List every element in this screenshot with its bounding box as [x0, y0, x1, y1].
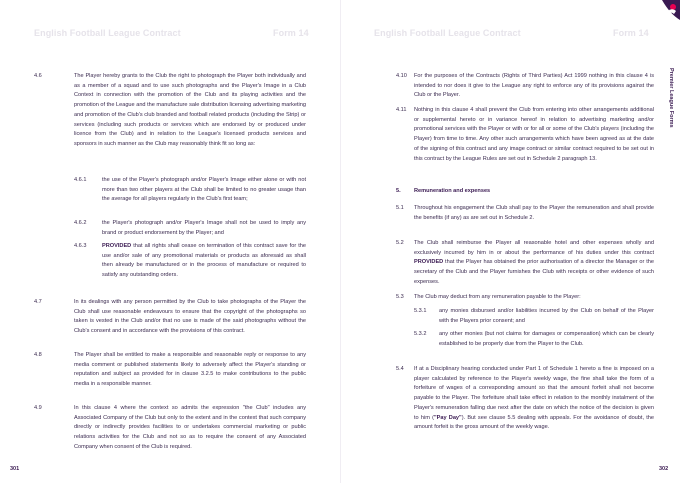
clause-number: 5.3: [396, 294, 404, 300]
clause-text-end: that the Player has obtained the prior authorisation of a director the Manager or the secretary of the Club and the Player furnishes the Club with receipts or other evidence of such expenses.: [414, 259, 654, 285]
left-running-title: English Football League Contract: [34, 28, 181, 38]
right-page: [340, 0, 680, 483]
subclause-number: 5.3.2: [414, 331, 427, 337]
clause-number: 5.4: [396, 366, 404, 372]
clause-text: The Club may deduct from any remuneration payable to the Player:: [414, 294, 581, 300]
clause-number: 5.1: [396, 205, 404, 211]
clause-text: The Player hereby grants to the Club the right to photograph the Player both individually and as a member of a squad and to use such photographs and the Player's Image in a Club Context in connection with the promotion of the Club and its playing activities and the promotion of the League and the manufacture sale distribution licensing advertising marketing and promotion of the Club's club branded and football related products (including the Strip) or services (including such products or services which are endorsed by or produced under licence from the Club) and in relation to the League's licensed products services and sponsors in such manner as the Club may reasonably think fit so long as:: [74, 73, 306, 147]
subclause-text: the Player's photograph and/or Player's Image shall not be used to imply any brand or product endorsement by the Player; and: [102, 220, 306, 236]
premier-league-logo: [654, 0, 680, 26]
subclause-text: the use of the Player's photograph and/or Player's Image either alone or with not more than two other players at the Club shall be limited to no greater usage than the average for all players regularly in the Club's first team;: [102, 177, 306, 203]
clause-text-end: ). But see clause 5.5 dealing with appeals. For the avoidance of doubt, the amount forfeit is the gross amount of the weekly wage.: [414, 414, 655, 431]
clause-text: Throughout his engagement the Club shall pay to the Player the remuneration and shall provide the benefits (if any) as are set out in Schedule 2.: [414, 205, 654, 221]
clause-number: 4.11: [396, 107, 407, 113]
subclause-text: any other monies (but not claims for damages or compensation) which can be clearly established to be properly due from the Player to the Club.: [439, 331, 654, 347]
clause-text-start: If at a Disciplinary hearing conducted under Part 1 of Schedule 1 hereto a fine is imposed on a player calculated by reference to the Player's weekly wage, the fine shall take the form of a forfeiture of wages of a corresponding amount so that the amount forfeit shall not become payable to the Player. The forfeiture shall take effect in relation to the monthly instalment of the Player's remuneration falling due next after the date on which the notice of the decision is given to him (: [414, 366, 654, 421]
subclause-text: any monies disbursed and/or liabilities incurred by the Club on behalf of the Player with the Players prior consent; and: [439, 308, 654, 324]
clause-number: 4.8: [34, 352, 42, 358]
pay-day-term: "Pay Day": [433, 414, 462, 421]
clause-number: 5.2: [396, 240, 404, 246]
clause-text: Nothing in this clause 4 shall prevent the Club from entering into other arrangements additional or supplemental hereto or in variance hereof in relation to advertising marketing and/or promotional services with the Player or with or for all or some of the Club's players (including the Player) from time to time. Any other such arrangements which have been agreed as at the date of the signing of this contract and any image contract or similar contract required to be set out in this contract by the League Rules are set out in Schedule 2 paragraph 13.: [414, 107, 654, 162]
left-page-number: 301: [10, 466, 20, 472]
side-section-title: Premier League Forms: [668, 68, 674, 128]
clause-number: 4.9: [34, 405, 42, 411]
section-number: 5.: [396, 188, 401, 194]
provided-keyword: PROVIDED: [414, 259, 444, 266]
subclause-text: [102, 242, 306, 281]
right-running-title: English Football League Contract: [374, 28, 521, 38]
clause-text-start: The Club shall reimburse the Player all reasonable hotel and other expenses wholly and exclusively incurred by him in or about the performance of his duties under this contract: [414, 240, 654, 256]
provided-keyword: PROVIDED: [102, 243, 132, 249]
subclause-number: 5.3.1: [414, 308, 427, 314]
clause-text: In this clause 4 where the context so admits the expression "the Club" includes any Associated Company of the Club but only to the extent and in the context that such company directly or indirectly provides facilities to or undertakes commercial marketing or public relations activities for the Club and not so as to require the consent of any Associated Company when consent of the Club is required.: [74, 405, 306, 450]
subclause-text-rest: that all rights shall cease on termination of this contract save for the use and/or sale of any promotional materials or products as aforesaid as shall then already be manufactured or in the process of manufacture or required to satisfy any outstanding orders.: [102, 243, 306, 279]
section-heading: Remuneration and expenses: [414, 188, 491, 194]
clause-text: [414, 239, 654, 288]
clause-text: [414, 365, 654, 433]
clause-number: 4.7: [34, 299, 42, 305]
subclause-number: 4.6.3: [74, 243, 87, 249]
clause-text: In its dealings with any person permitted by the Club to take photographs of the Player the Club shall use reasonable endeavours to ensure that the copyright of the photographs so taken is vested in the Club and/or that no use is made of the said photographs without the Club's consent and in accordance with the provisions of this contract.: [74, 299, 306, 335]
subclause-number: 4.6.2: [74, 220, 87, 226]
right-page-number: 302: [659, 466, 669, 472]
clause-text: For the purposes of the Contracts (Rights of Third Parties) Act 1999 nothing in this clause 4 is intended to nor does it give to the League any right to enforce any of its provisions against the Club or the Player.: [414, 73, 654, 99]
clause-number: 4.10: [396, 73, 407, 79]
subclause-number: 4.6.1: [74, 177, 87, 183]
right-running-form: Form 14: [613, 28, 649, 38]
clause-number: 4.6: [34, 73, 42, 79]
left-running-form: Form 14: [273, 28, 309, 38]
clause-text: The Player shall be entitled to make a responsible and reasonable reply or response to any media comment or published statements likely to adversely affect the Player's standing or reputation and subject as provided for in clause 3.2.5 to make contributions to the public media in a responsible manner.: [74, 352, 306, 388]
